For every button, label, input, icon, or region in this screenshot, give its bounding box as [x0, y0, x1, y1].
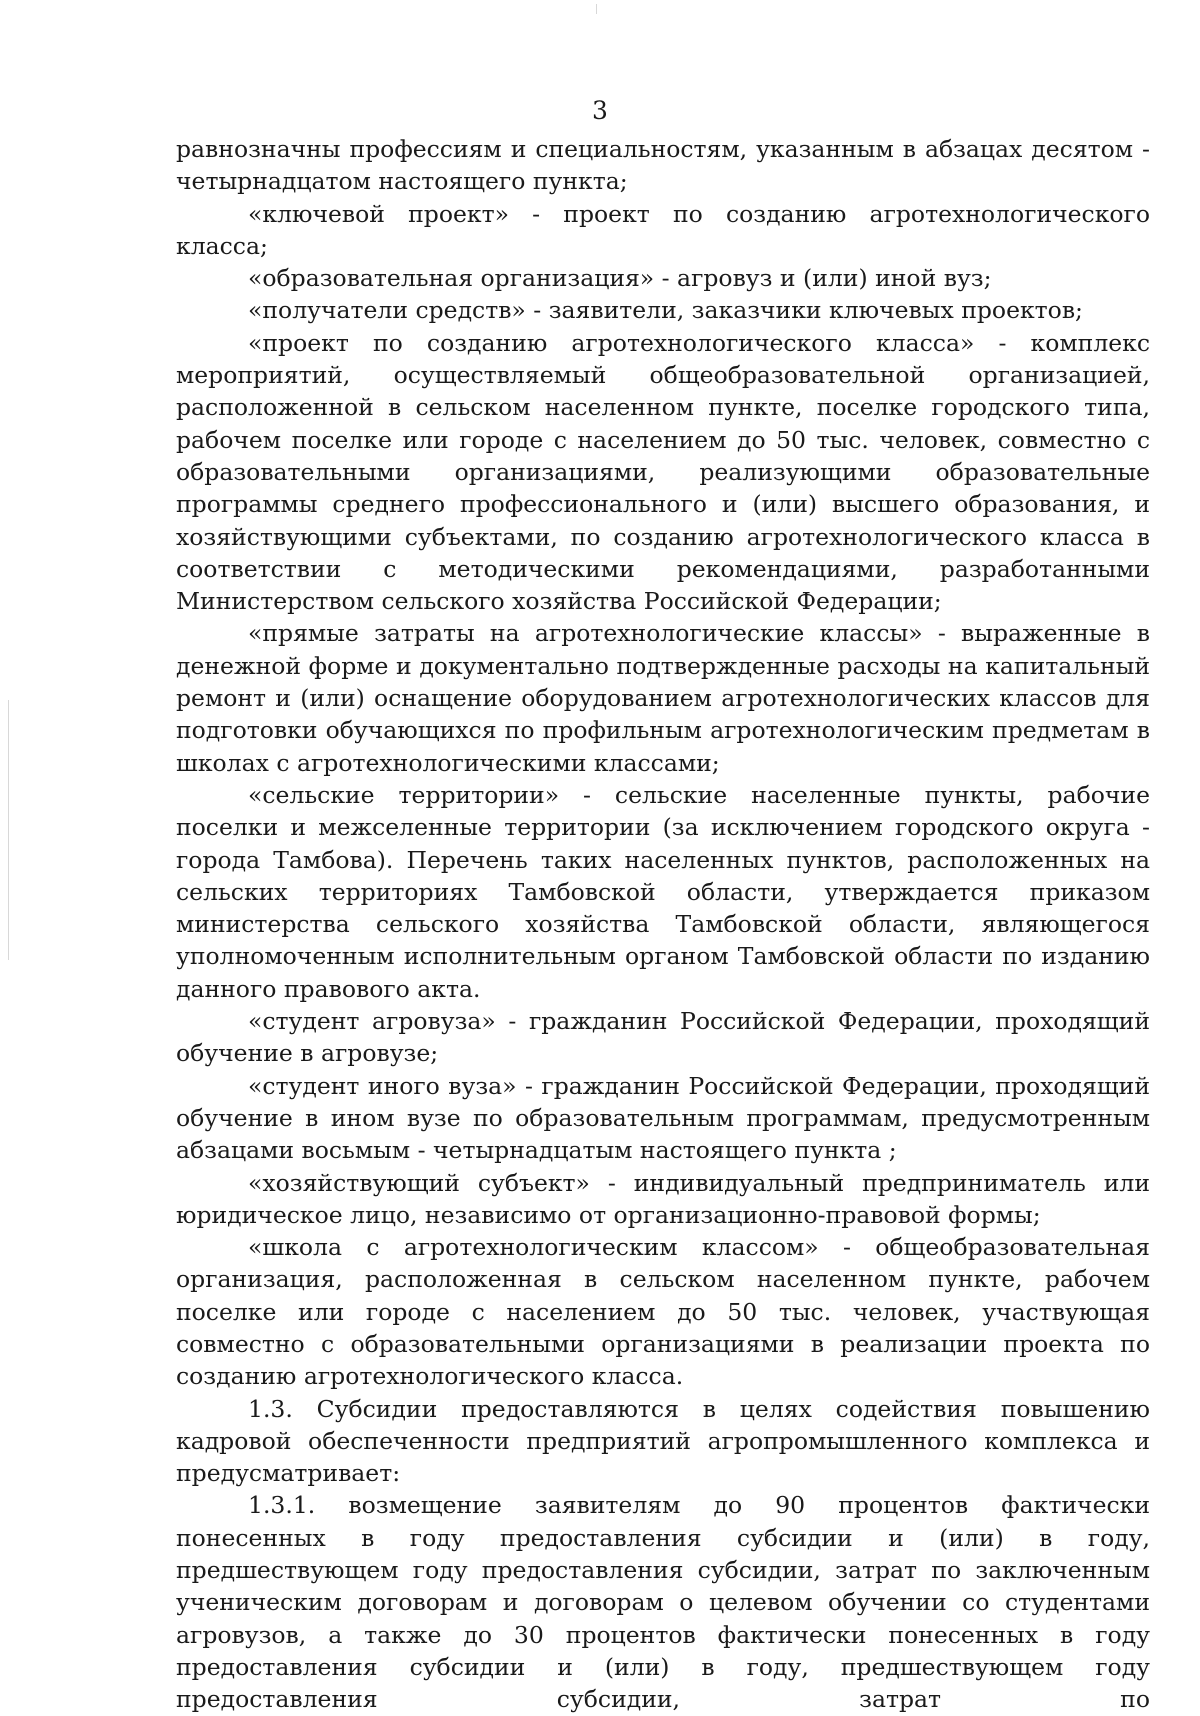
page-number: 3	[592, 96, 608, 125]
definition-rural-territories: «сельские территории» - сельские населенные пункты, рабочие поселки и межселенные территории (за исключением городского округа - города Тамбова). Перечень таких населенных пунктов, расположенных на сельских территориях Тамбовской области, утверждается приказом министерства сельского хозяйства Тамбовской области, являющегося уполномоченным исполнительным органом Тамбовской области по изданию данного правового акта.	[176, 780, 1150, 1003]
paragraph-continuation: равнозначны профессиям и специальностям, указанным в абзацах десятом - четырнадцатом настоящего пункта;	[176, 135, 1150, 196]
definition-other-university-student: «студент иного вуза» - гражданин Российской Федерации, проходящий обучение в ином вузе по образовательным программам, предусмотренным абзацами восьмым - четырнадцатым настоящего пункта ;	[176, 1071, 1150, 1165]
clause-1-3-1: 1.3.1. возмещение заявителям до 90 процентов фактически понесенных в году предоставления субсидии и (или) в году, предшествующем году предоставления субсидии, затрат по заключенным ученическим договорам и договорам о целевом обучении со студентами агровузов, а также до 30 процентов фактически понесенных в году предоставления субсидии и (или) в году, предшествующем году предоставления субсидии, затрат по	[176, 1491, 1150, 1714]
definition-direct-costs: «прямые затраты на агротехнологические классы» - выраженные в денежной форме и документально подтвержденные расходы на капитальный ремонт и (или) оснащение оборудованием агротехнологических классов для подготовки обучающихся по профильным агротехнологическим предметам в школах с агротехнологическими классами;	[176, 619, 1150, 777]
definition-business-entity: «хозяйствующий субъект» - индивидуальный предприниматель или юридическое лицо, независимо от организационно-правовой формы;	[176, 1168, 1150, 1229]
definition-agrouniversity-student: «студент агровуза» - гражданин Российской Федерации, проходящий обучение в агровузе;	[176, 1007, 1150, 1068]
scan-artifact-top	[596, 4, 597, 14]
definition-recipients: «получатели средств» - заявители, заказчики ключевых проектов;	[248, 296, 1083, 325]
definition-agrotech-school: «школа с агротехнологическим классом» - общеобразовательная организация, расположенная в сельском населенном пункте, рабочем поселке или городе с населением до 50 тыс. человек, участвующая совместно с образовательными организациями в реализации проекта по созданию агротехнологического класса.	[176, 1233, 1150, 1391]
definition-key-project: «ключевой проект» - проект по созданию агротехнологического класса;	[176, 199, 1150, 260]
clause-1-3: 1.3. Субсидии предоставляются в целях содействия повышению кадровой обеспеченности предприятий агропромышленного комплекса и предусматривает:	[176, 1394, 1150, 1488]
scan-artifact-left	[8, 700, 9, 960]
document-body	[176, 133, 1150, 1716]
definition-agrotech-class-project: «проект по созданию агротехнологического класса» - комплекс мероприятий, осуществляемый общеобразовательной организацией, расположенной в сельском населенном пункте, поселке городского типа, рабочем поселке или городе с населением до 50 тыс. человек, совместно с образовательными организациями, реализующими образовательные программы среднего профессионального и (или) высшего образования, и хозяйствующими субъектами, по созданию агротехнологического класса в соответствии с методическими рекомендациями, разработанными Министерством сельского хозяйства Российской Федерации;	[176, 328, 1150, 616]
definition-educational-organization: «образовательная организация» - агровуз и (или) иной вуз;	[248, 264, 992, 293]
